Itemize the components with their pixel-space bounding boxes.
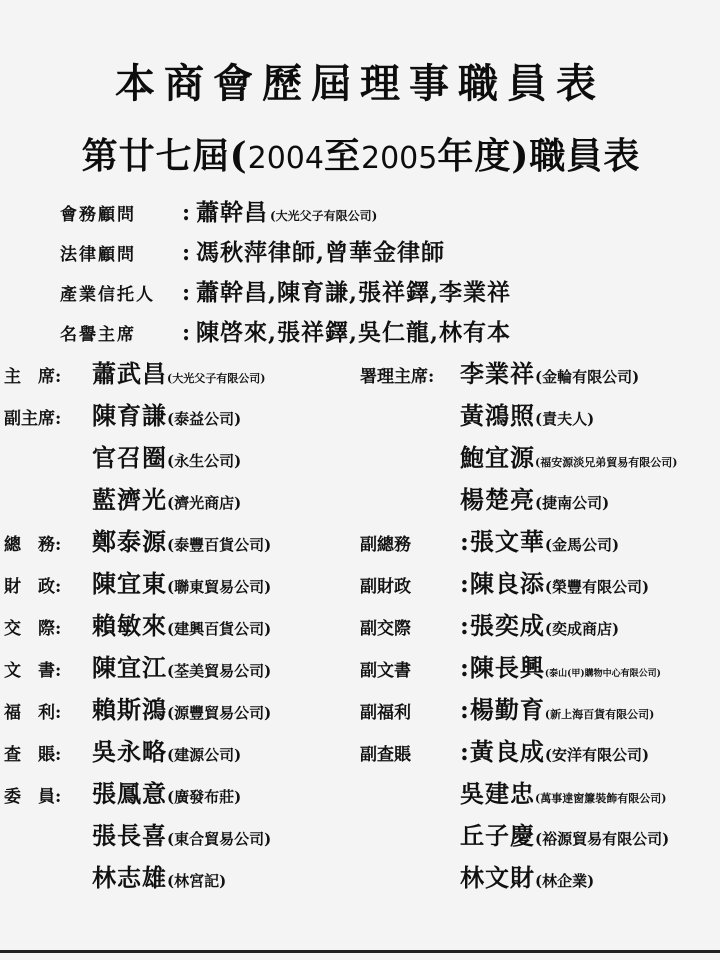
officer-name: 鄭泰源 xyxy=(92,527,167,556)
officer-right xyxy=(360,606,619,641)
officer-company: (榮豐有限公司) xyxy=(544,578,650,596)
advisor-row xyxy=(60,274,511,308)
officer-right xyxy=(360,396,594,431)
officer-name: 李業祥 xyxy=(460,359,535,388)
advisor-company: (大光父子有限公司) xyxy=(270,209,378,223)
officer-left xyxy=(4,732,241,767)
officer-name: 林文財 xyxy=(460,863,535,892)
officer-company: (金輪有限公司) xyxy=(535,368,640,386)
officer-name: 林志雄 xyxy=(92,863,167,892)
subtitle-year-start: 2004 xyxy=(247,141,324,176)
subtitle-suffix: 年度)職員表 xyxy=(437,135,641,177)
document-title: 本商會歷屆理事職員表 xyxy=(115,60,605,107)
officer-right xyxy=(360,522,619,557)
officer-name: :張文華 xyxy=(460,527,545,556)
officer-row xyxy=(0,606,720,646)
officer-company: (濟光商店) xyxy=(167,494,242,512)
officer-company: (大光父子有限公司) xyxy=(167,372,266,385)
officer-company: (福安源淡兄弟貿易有限公司) xyxy=(535,456,678,469)
advisor-names: 馮秋萍律師,曾華金律師 xyxy=(196,239,446,266)
officer-row xyxy=(0,648,720,688)
subtitle-year-end: 2005 xyxy=(361,141,438,176)
officer-company: (建源公司) xyxy=(167,746,242,764)
officer-name: 楊楚亮 xyxy=(460,485,535,514)
officer-company: (東合貿易公司) xyxy=(167,830,272,848)
officer-name: :黃良成 xyxy=(460,737,545,766)
officer-company: (萬事達窗簾裝飾有限公司) xyxy=(535,792,667,805)
officer-left xyxy=(4,396,241,431)
officer-name: 陳育謙 xyxy=(92,401,167,430)
officer-right xyxy=(360,690,654,725)
officer-right xyxy=(360,816,669,851)
advisor-label: 產業信托人 xyxy=(60,285,155,305)
advisor-names: 陳啓來,張祥鐸,吳仁龍,林有本 xyxy=(196,319,512,346)
officer-name: :楊勤育 xyxy=(460,695,545,724)
officer-role: 副福利 xyxy=(360,703,411,723)
officer-name: 張長喜 xyxy=(92,821,167,850)
officer-company: (源豐貿易公司) xyxy=(167,704,272,722)
officer-row xyxy=(0,354,720,394)
officer-left xyxy=(4,606,271,641)
officer-left xyxy=(4,438,241,473)
officer-role: 副交際 xyxy=(360,619,411,639)
officer-name: 陳宜東 xyxy=(92,569,167,598)
officer-company: (廣發布莊) xyxy=(167,788,242,806)
officer-row xyxy=(0,858,720,898)
advisor-colon: : xyxy=(181,240,191,266)
officer-company: (捷南公司) xyxy=(535,494,610,512)
officer-row xyxy=(0,774,720,814)
officer-right xyxy=(360,438,677,473)
officer-role: 文 書: xyxy=(4,661,62,681)
officer-name: :張奕成 xyxy=(460,611,545,640)
officer-name: 吳永略 xyxy=(92,737,167,766)
officer-company: (泰豐百貨公司) xyxy=(167,536,272,554)
advisor-label: 會務顧問 xyxy=(60,205,136,225)
officer-name: 官召圈 xyxy=(92,443,167,472)
advisor-colon: : xyxy=(181,280,191,306)
officer-company: (新上海百貨有限公司) xyxy=(544,708,655,721)
officer-row xyxy=(0,480,720,520)
officer-row xyxy=(0,732,720,772)
officer-row xyxy=(0,438,720,478)
officer-company: (永生公司) xyxy=(167,452,242,470)
officer-row xyxy=(0,690,720,730)
officer-role: 委 員: xyxy=(4,787,62,807)
officer-row xyxy=(0,396,720,436)
officer-role: 副總務 xyxy=(360,535,411,555)
officer-company: (荃美貿易公司) xyxy=(167,662,272,680)
officer-company: (建興百貨公司) xyxy=(167,620,272,638)
officer-company: (林企業) xyxy=(535,872,595,890)
officer-right xyxy=(360,732,649,767)
officer-right xyxy=(360,480,609,515)
officer-right xyxy=(360,354,639,389)
advisor-row xyxy=(60,314,511,348)
officer-row xyxy=(0,816,720,856)
officer-name: 鮑宜源 xyxy=(460,443,535,472)
officer-role: 交 際: xyxy=(4,619,62,639)
advisor-names: 蕭幹昌,陳育謙,張祥鐸,李業祥 xyxy=(196,279,512,306)
officer-name: 藍濟光 xyxy=(92,485,167,514)
officer-right xyxy=(360,858,594,893)
officer-name: 蕭武昌 xyxy=(92,359,167,388)
officer-left xyxy=(4,816,271,851)
officer-name: 賴敏來 xyxy=(92,611,167,640)
officer-role: 副主席: xyxy=(4,409,62,429)
officer-row xyxy=(0,522,720,562)
officer-role: 查 賬: xyxy=(4,745,62,765)
bottom-divider xyxy=(0,950,720,953)
officer-left xyxy=(4,522,271,557)
officer-company: (裕源貿易有限公司) xyxy=(535,830,670,848)
officer-role: 總 務: xyxy=(4,535,62,555)
officer-role: 福 利: xyxy=(4,703,62,723)
officer-left xyxy=(4,354,265,389)
officer-left xyxy=(4,690,271,725)
officer-left xyxy=(4,480,241,515)
officer-left xyxy=(4,774,241,809)
officer-company: (奕成商店) xyxy=(544,620,620,638)
officer-role: 財 政: xyxy=(4,577,62,597)
advisor-label: 名譽主席 xyxy=(60,325,136,345)
officer-company: (金馬公司) xyxy=(544,536,620,554)
officer-company: (聯東貿易公司) xyxy=(167,578,272,596)
subtitle-mid: 至 xyxy=(323,135,361,177)
officer-role: 副財政 xyxy=(360,577,411,597)
officer-company: (泰益公司) xyxy=(167,410,242,428)
officer-name: 吳建忠 xyxy=(460,779,535,808)
officer-company: (責夫人) xyxy=(535,410,595,428)
officer-right xyxy=(360,774,666,809)
advisor-row xyxy=(60,234,445,268)
officer-name: 賴斯鴻 xyxy=(92,695,167,724)
officer-name: 黃鴻照 xyxy=(460,401,535,430)
officer-role: 副查賬 xyxy=(360,745,411,765)
officer-name: 陳宜江 xyxy=(92,653,167,682)
advisor-colon: : xyxy=(181,200,191,226)
officer-name: :陳長興 xyxy=(460,653,545,682)
officer-company: (安洋有限公司) xyxy=(544,746,650,764)
advisor-names: 蕭幹昌 xyxy=(196,199,268,226)
officer-left xyxy=(4,648,271,683)
officer-right xyxy=(360,564,649,599)
officer-name: 張鳳意 xyxy=(92,779,167,808)
subtitle-prefix: 第廿七屆( xyxy=(81,135,248,177)
officer-company: (泰山(甲)購物中心有限公司) xyxy=(544,669,661,679)
officer-right xyxy=(360,648,661,683)
officer-name: :陳良添 xyxy=(460,569,545,598)
term-subtitle xyxy=(6,128,716,179)
officer-role: 副文書 xyxy=(360,661,411,681)
officer-left xyxy=(4,858,226,893)
advisor-label: 法律顧問 xyxy=(60,245,136,265)
officer-role: 主 席: xyxy=(4,367,62,387)
officer-name: 丘子慶 xyxy=(460,821,535,850)
advisor-colon: : xyxy=(181,320,191,346)
advisor-row xyxy=(60,194,377,228)
officer-row xyxy=(0,564,720,604)
officer-role: 署理主席: xyxy=(360,367,435,387)
officer-left xyxy=(4,564,271,599)
officer-company: (林宮記) xyxy=(167,872,227,890)
